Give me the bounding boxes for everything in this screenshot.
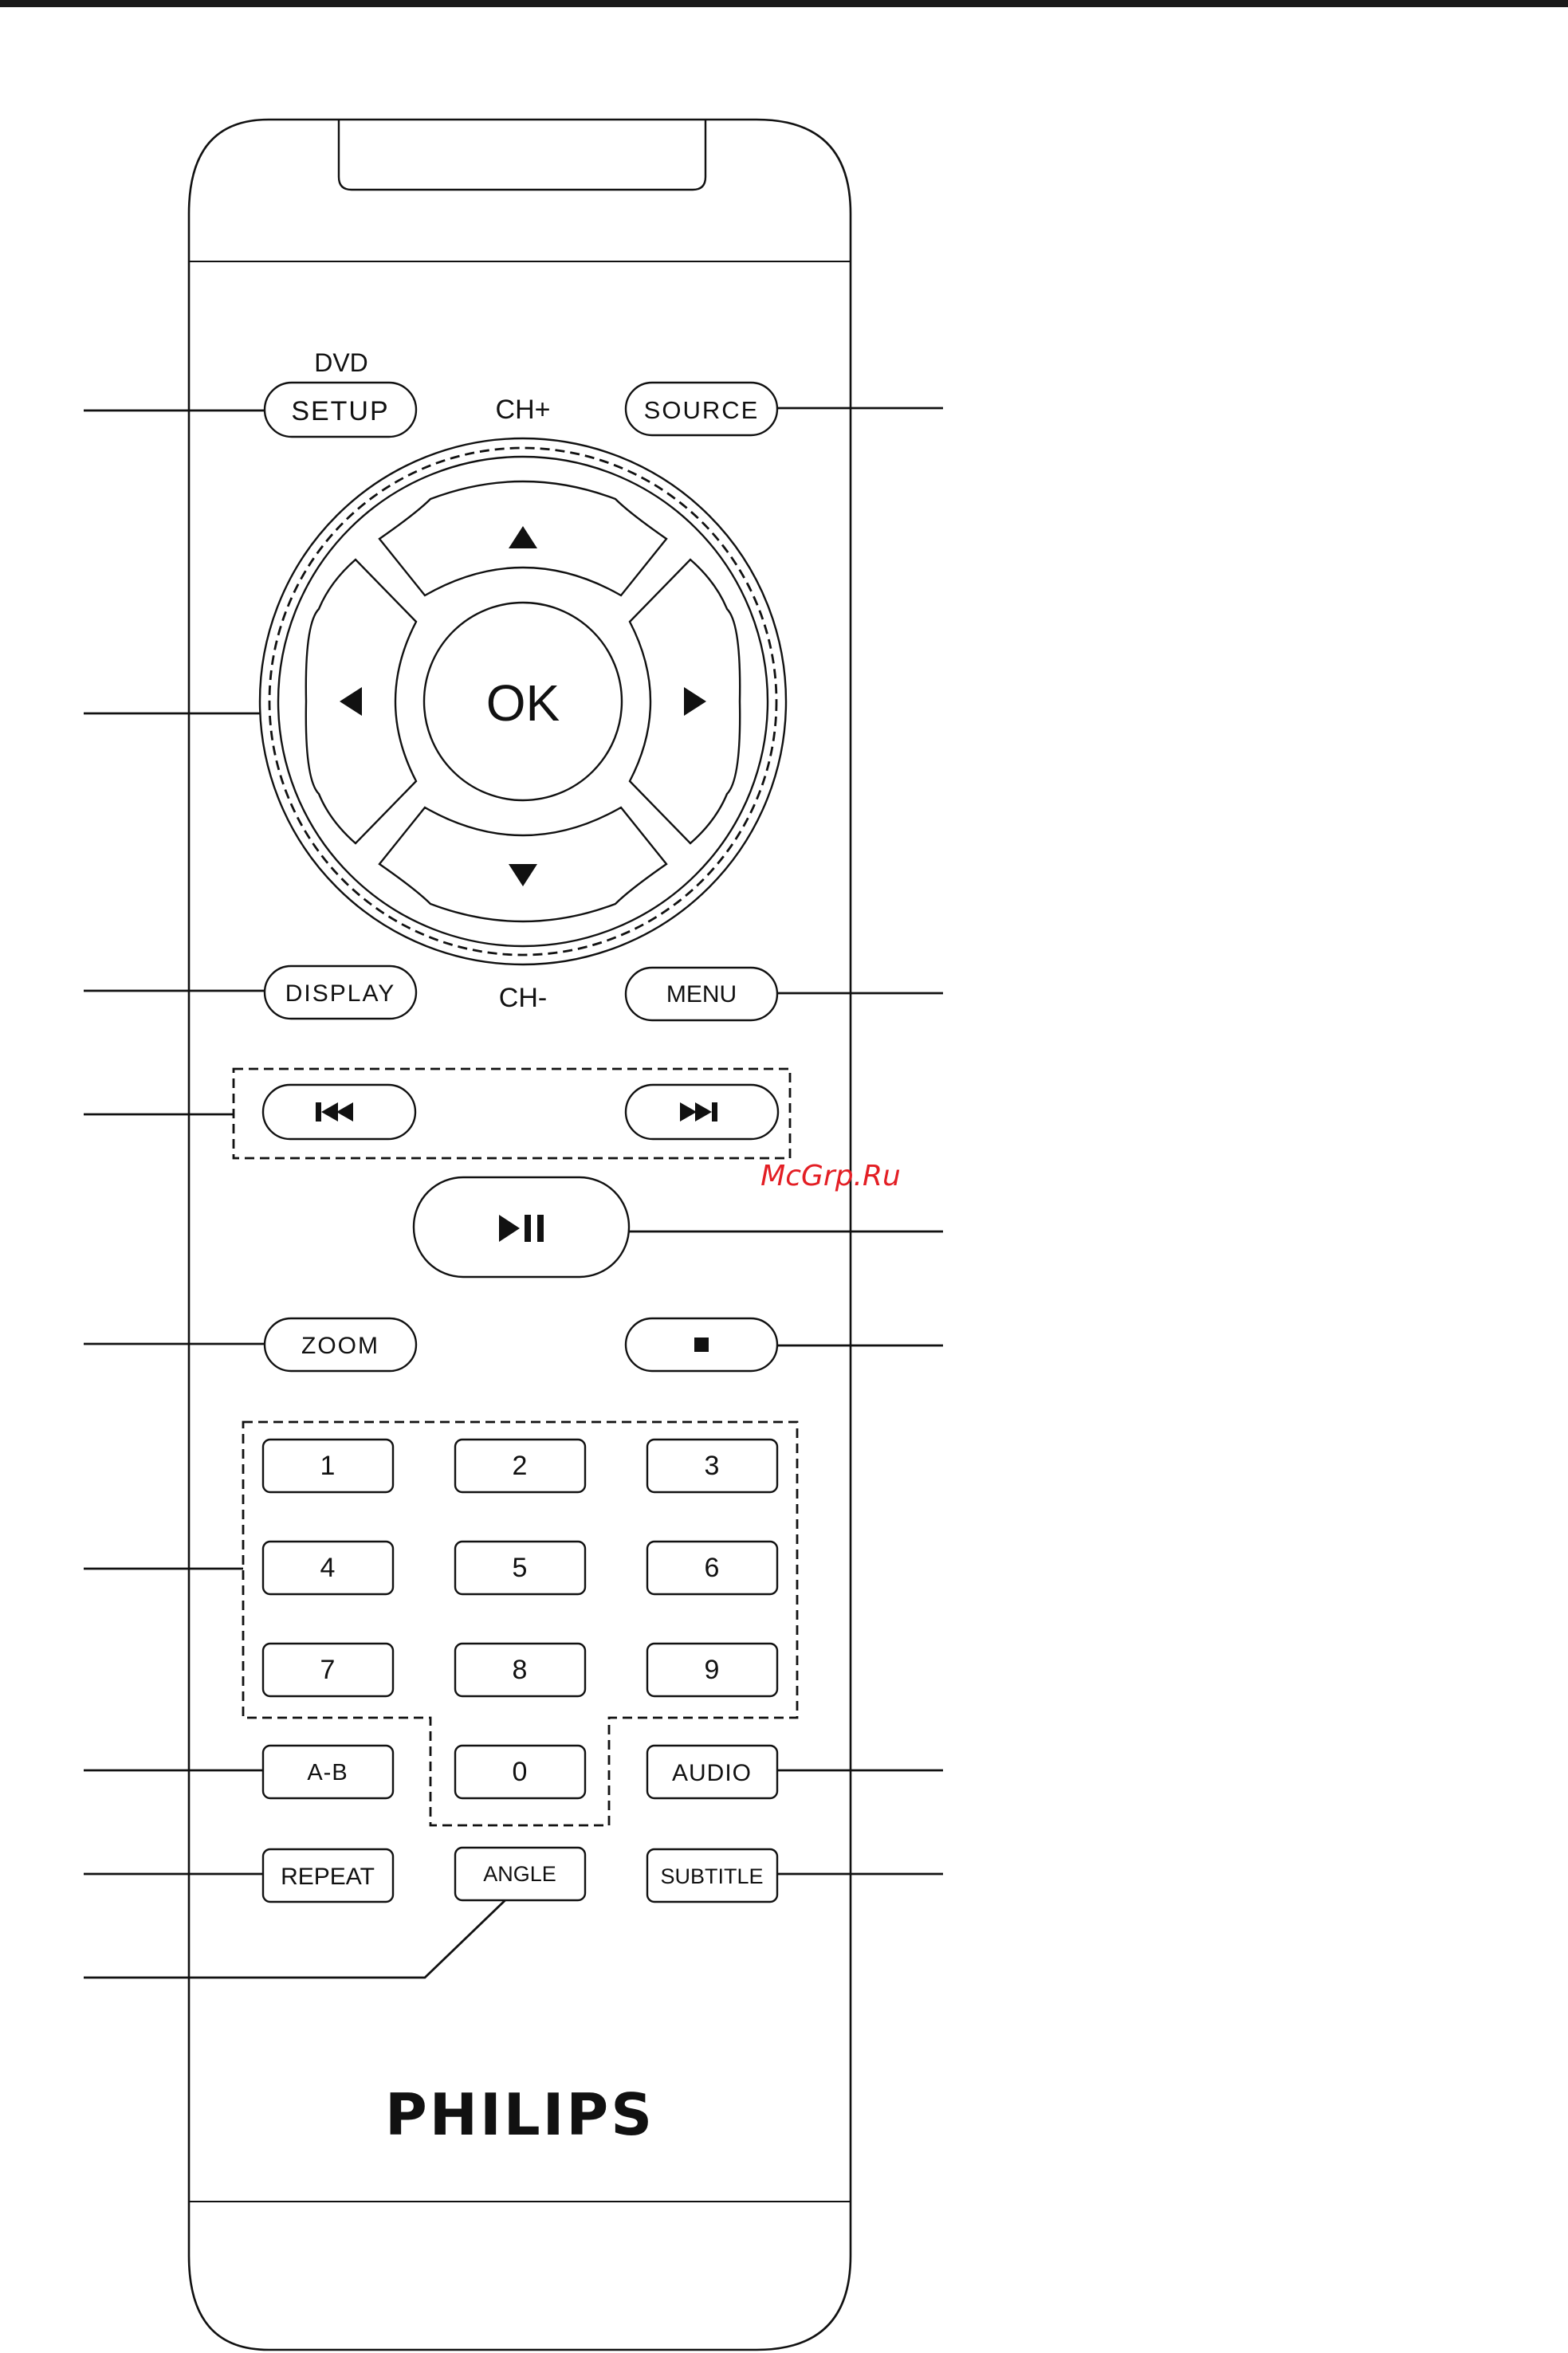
digit-label: 3 (704, 1451, 720, 1481)
ab-button[interactable] (263, 1746, 393, 1798)
subtitle-button[interactable] (647, 1849, 777, 1902)
digit-button-5[interactable] (455, 1542, 585, 1594)
digit-button-7[interactable] (263, 1644, 393, 1696)
stop-icon (694, 1338, 709, 1352)
repeat-label: REPEAT (281, 1864, 375, 1890)
audio-label: AUDIO (671, 1760, 753, 1786)
digit-label: 1 (320, 1451, 336, 1481)
stop-button[interactable] (626, 1318, 777, 1371)
ab-label: A-B (307, 1760, 348, 1785)
digit-label: 4 (320, 1553, 336, 1583)
previous-button[interactable] (263, 1085, 415, 1139)
repeat-button[interactable] (263, 1849, 393, 1902)
setup-label: SETUP (291, 396, 390, 426)
digit-label: 5 (512, 1553, 528, 1583)
watermark: McGrp.Ru (760, 1160, 901, 1192)
digit-label: 9 (704, 1655, 720, 1685)
digit-label: 7 (320, 1655, 336, 1685)
zoom-label: ZOOM (301, 1333, 379, 1359)
digit-button-9[interactable] (647, 1644, 777, 1696)
ok-button[interactable] (424, 603, 622, 800)
angle-button[interactable] (455, 1848, 585, 1900)
next-button[interactable] (626, 1085, 778, 1139)
source-button[interactable] (626, 383, 777, 435)
digit-label: 0 (512, 1757, 528, 1787)
digit-label: 2 (512, 1451, 528, 1481)
display-label: DISPLAY (285, 980, 396, 1007)
play-pause-button[interactable] (414, 1177, 629, 1277)
ok-label: OK (485, 674, 560, 732)
ch-minus-label: CH- (498, 983, 548, 1013)
digit-button-8[interactable] (455, 1644, 585, 1696)
digit-button-6[interactable] (647, 1542, 777, 1594)
subtitle-label: SUBTITLE (660, 1864, 764, 1888)
zoom-button[interactable] (265, 1318, 416, 1371)
digit-label: 6 (704, 1553, 720, 1583)
digit-button-4[interactable] (263, 1542, 393, 1594)
audio-button[interactable] (647, 1746, 777, 1798)
setup-button[interactable] (265, 383, 416, 437)
ch-plus-label: CH+ (495, 395, 551, 425)
digit-button-1[interactable] (263, 1440, 393, 1492)
brand-logo: PHILIPS (384, 2081, 655, 2148)
source-label: SOURCE (643, 396, 760, 424)
digit-button-3[interactable] (647, 1440, 777, 1492)
menu-label: MENU (666, 981, 737, 1008)
digit-button-0[interactable] (455, 1746, 585, 1798)
dvd-label: DVD (314, 348, 368, 377)
angle-label: ANGLE (483, 1862, 556, 1886)
menu-button[interactable] (626, 968, 777, 1020)
display-button[interactable] (265, 966, 416, 1019)
digit-label: 8 (512, 1655, 528, 1685)
digit-button-2[interactable] (455, 1440, 585, 1492)
